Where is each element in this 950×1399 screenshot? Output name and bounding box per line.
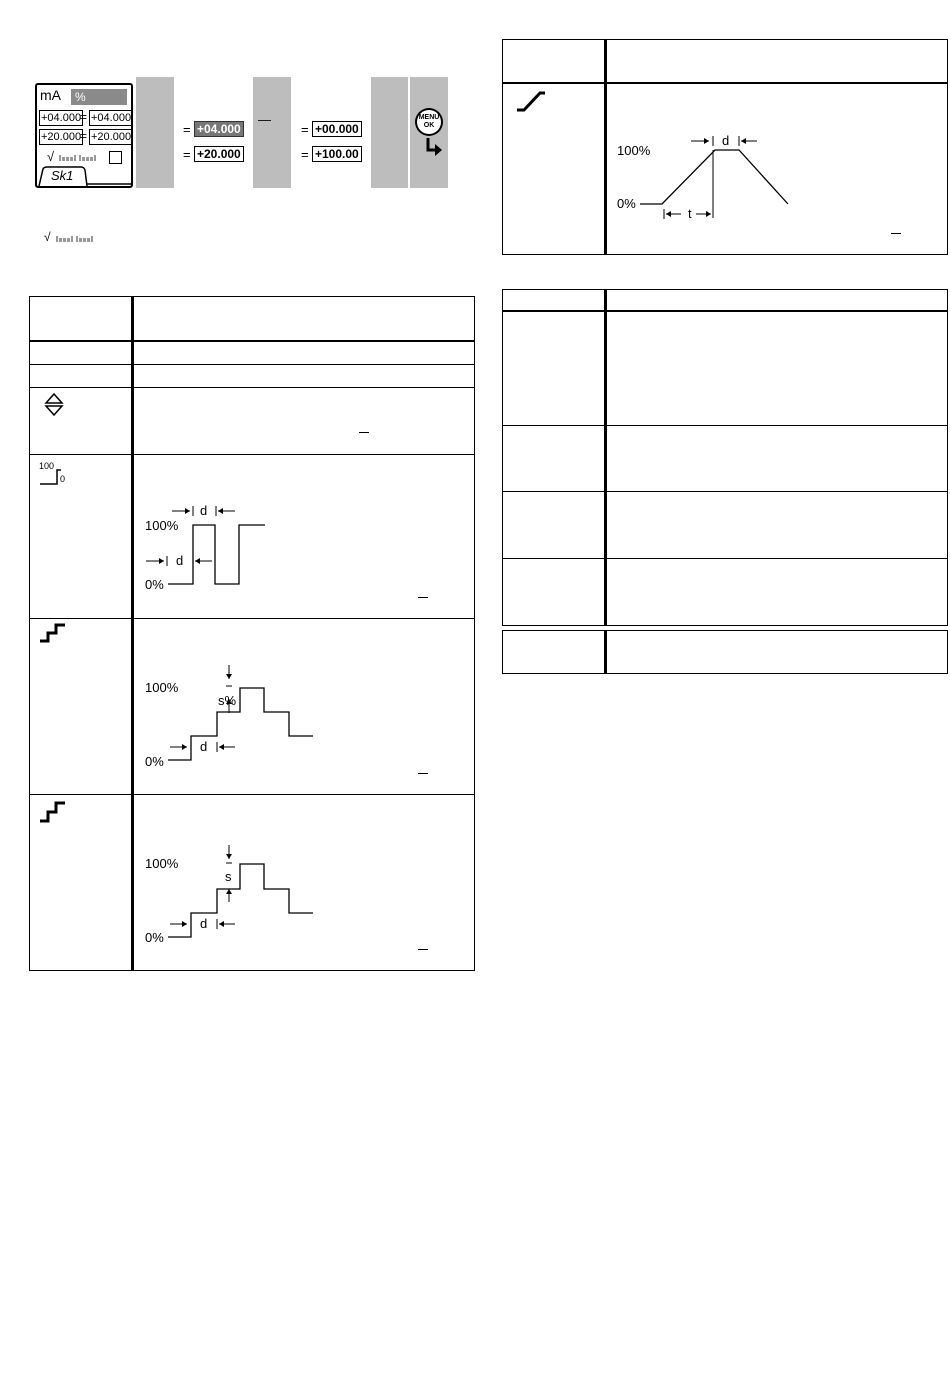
ramp-0-label: 0% — [617, 196, 636, 211]
row-dash-4 — [418, 949, 428, 950]
step-pct-100-label: 100% — [145, 680, 179, 695]
flow-value-highlight[interactable]: +04.000 — [194, 121, 244, 137]
flow-bar-3 — [371, 77, 408, 188]
row1-eq: = — [80, 110, 88, 124]
row2-left-value[interactable]: +20.000 — [41, 131, 82, 143]
step-abs-0-label: 0% — [145, 930, 164, 945]
row-dash-5 — [891, 233, 901, 234]
menu-ok-button-icon[interactable] — [415, 108, 443, 136]
flow-dash: — — [258, 112, 271, 127]
sq-0-label: 0% — [145, 577, 164, 592]
row2-eq: = — [80, 129, 88, 143]
ok-label: OK — [423, 122, 435, 129]
sq-d-top: d — [200, 503, 208, 518]
row-dash-3 — [418, 773, 428, 774]
lcd-display — [35, 83, 133, 188]
step-pct-0-label: 0% — [145, 754, 164, 769]
footnote-bargraph-icon — [56, 234, 98, 243]
unit-percent-tab[interactable]: % — [71, 89, 127, 105]
row-dash-2 — [418, 597, 428, 598]
right-bottom-table — [502, 289, 948, 626]
ramp-icon — [516, 89, 546, 113]
right-note-table — [502, 630, 948, 674]
flow-value-d[interactable]: +100.00 — [312, 146, 362, 162]
unit-ma-label: mA — [40, 87, 61, 103]
bargraph-icon — [59, 152, 103, 162]
step-abs-d-label: d — [200, 916, 208, 931]
tab-sk1[interactable]: Sk1 — [51, 168, 74, 183]
step-pct-d-label: d — [200, 739, 208, 754]
left-table-divider — [131, 296, 134, 971]
checkbox[interactable] — [109, 151, 122, 164]
enter-arrow-icon — [425, 138, 445, 158]
step-pct-s-label: s% — [218, 693, 237, 708]
row1-right-value[interactable]: +04.000 — [91, 112, 132, 124]
flow-eq-1: = — [183, 122, 191, 137]
sq-d-mid: d — [176, 553, 184, 568]
footnote-sqrt-icon: √ — [44, 230, 51, 244]
flow-bar-2 — [253, 77, 291, 188]
row2-right-value[interactable]: +20.000 — [91, 131, 132, 143]
sqrt-icon: √ — [47, 149, 55, 164]
square-wave-icon: 100 0 — [39, 461, 66, 484]
ramp-100-label: 100% — [617, 143, 651, 158]
flow-eq-3: = — [301, 122, 309, 137]
step-abs-100-label: 100% — [145, 856, 179, 871]
up-down-arrow-icon — [44, 393, 64, 417]
ramp-t-label: t — [688, 206, 692, 221]
menu-label: MENU — [418, 114, 440, 121]
flow-eq-2: = — [183, 147, 191, 162]
step-percent-icon — [39, 623, 67, 643]
row1-left-value[interactable]: +04.000 — [41, 112, 82, 124]
row-dash-1 — [359, 432, 369, 433]
flow-bar-1 — [136, 77, 174, 188]
flow-eq-4: = — [301, 147, 309, 162]
sq-100-label: 100% — [145, 518, 179, 533]
flow-value-b[interactable]: +20.000 — [194, 146, 244, 162]
step-abs-s-label: s — [225, 869, 232, 884]
flow-value-c[interactable]: +00.000 — [312, 121, 362, 137]
step-absolute-icon — [39, 801, 67, 823]
ramp-d-label: d — [722, 133, 730, 148]
